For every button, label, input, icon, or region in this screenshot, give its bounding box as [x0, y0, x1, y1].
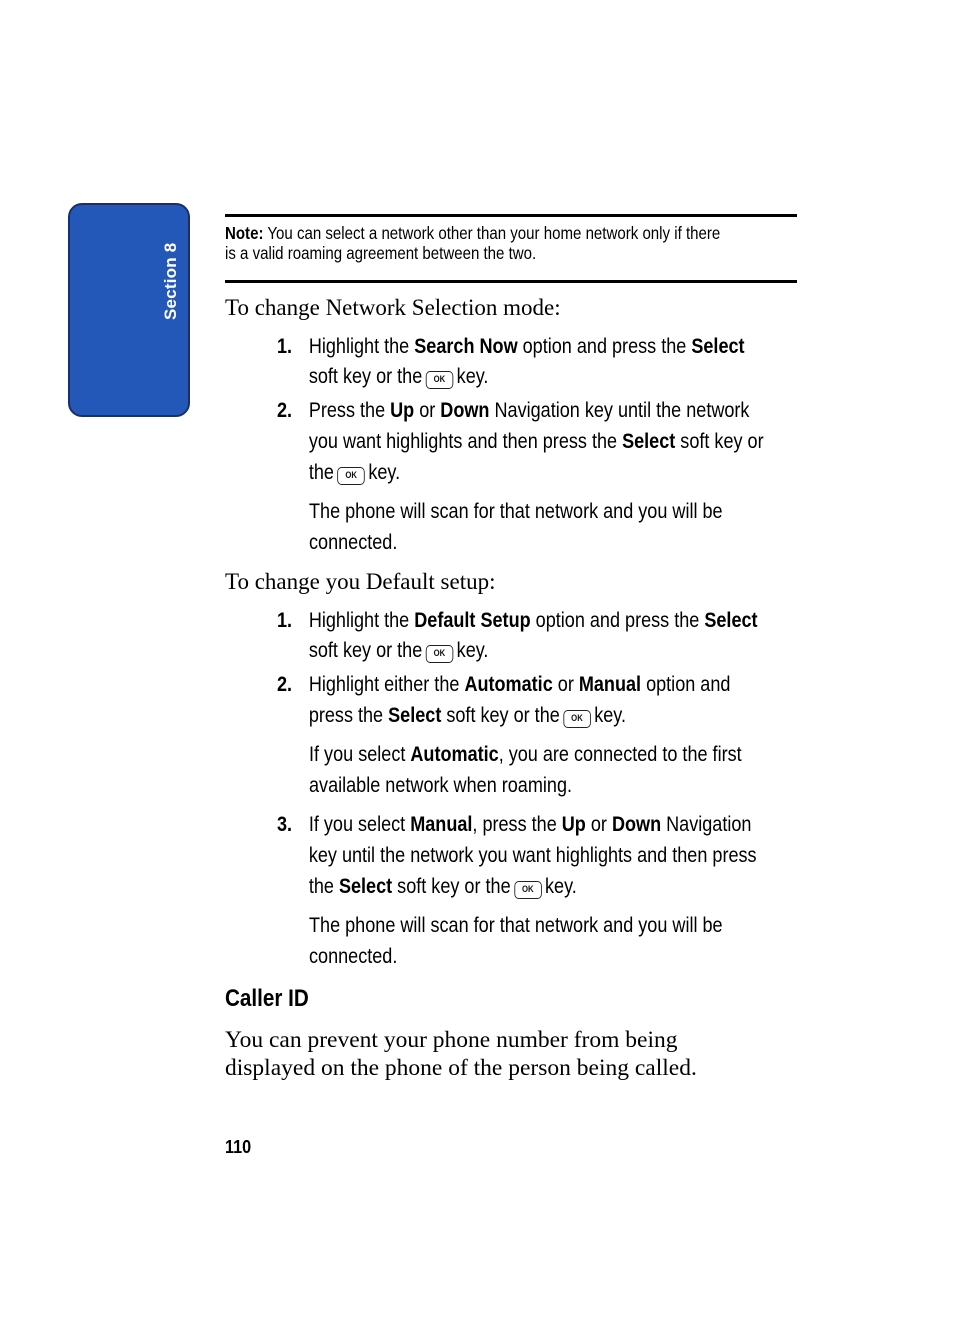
note-label: Note: — [225, 223, 264, 243]
step-number: 2. — [277, 399, 293, 422]
page-number: 110 — [225, 1137, 252, 1157]
section-label: Section 8 — [161, 242, 180, 320]
ok-key-icon: OK — [426, 371, 454, 389]
note-rule-top — [225, 214, 797, 217]
note-text-1: You can select a network other than your home network only if there — [263, 223, 721, 243]
step-number: 2. — [277, 673, 293, 696]
search-now-term: Search Now — [414, 335, 518, 358]
step-number: 3. — [277, 813, 293, 836]
network-selection-intro: To change Network Selection mode: — [225, 295, 561, 320]
caller-id-heading: Caller ID — [225, 985, 309, 1012]
caller-id-body: You can prevent your phone number from being displayed on the phone of the person being called. — [225, 1027, 697, 1081]
note-text-2: is a valid roaming agreement between the two. — [225, 243, 537, 263]
step-number: 1. — [277, 335, 293, 358]
default-setup-intro: To change you Default setup: — [225, 569, 496, 594]
network-result: The phone will scan for that network and you will be connected. — [309, 500, 723, 554]
ok-key-icon: OK — [337, 467, 365, 485]
automatic-note: If you select Automatic, you are connected to the first available network when roaming. — [309, 743, 742, 797]
note — [225, 223, 801, 263]
note-rule-bottom — [225, 280, 797, 283]
default-result: The phone will scan for that network and you will be connected. — [309, 914, 723, 968]
ok-key-icon: OK — [514, 881, 542, 899]
step-number: 1. — [277, 609, 293, 632]
ok-key-icon: OK — [563, 710, 591, 728]
select-term: Select — [691, 335, 745, 358]
ok-key-icon: OK — [426, 645, 454, 663]
